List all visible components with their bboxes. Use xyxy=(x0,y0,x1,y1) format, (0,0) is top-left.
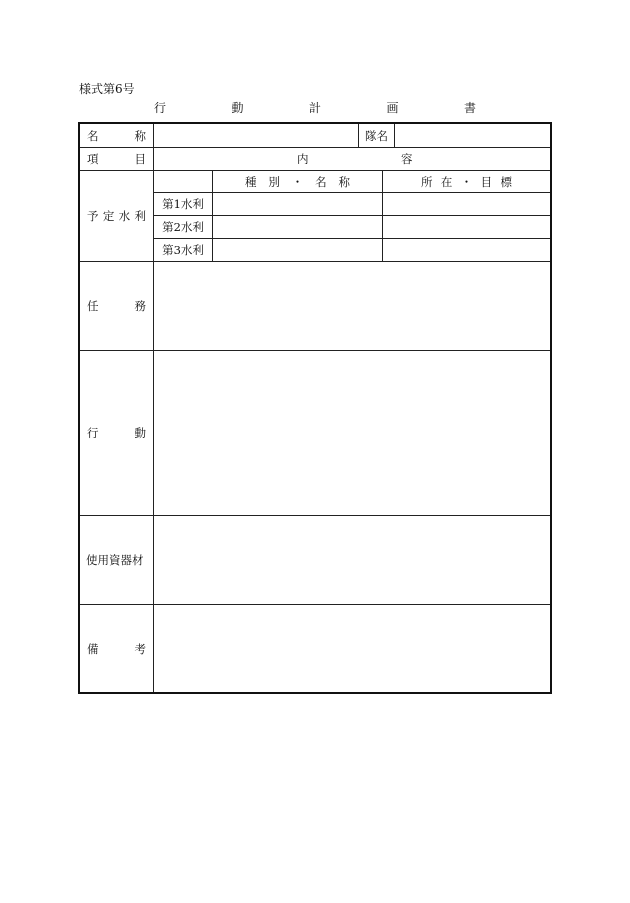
title-char: 計 xyxy=(308,101,321,115)
water-source-kind-field[interactable] xyxy=(213,239,382,261)
team-label: 隊名 xyxy=(365,128,388,143)
water-source-kind-field[interactable] xyxy=(213,216,382,238)
water-source-place-field[interactable] xyxy=(383,239,550,261)
form-number: 様式第6号 xyxy=(79,82,135,96)
remarks-label: 備 考 xyxy=(87,641,146,656)
title-char: 行 xyxy=(154,101,167,115)
content-header: 内 容 xyxy=(297,152,413,166)
title-char: 書 xyxy=(463,101,476,115)
document-title xyxy=(154,99,476,116)
team-field[interactable] xyxy=(395,124,550,147)
materials-label: 使用資器材 xyxy=(86,553,144,567)
action-label: 行 動 xyxy=(87,426,146,440)
water-source-place-field[interactable] xyxy=(383,216,550,238)
water-source-row-label: 第3水利 xyxy=(162,243,204,257)
duty-label: 任 務 xyxy=(87,299,146,313)
action-field[interactable] xyxy=(154,351,550,515)
materials-field[interactable] xyxy=(154,516,550,604)
name-label: 名 称 xyxy=(87,128,146,143)
title-char: 動 xyxy=(231,101,244,115)
location-mark-header: 所 在 ・ 目 標 xyxy=(421,174,512,189)
duty-field[interactable] xyxy=(154,262,550,350)
water-source-row-label: 第2水利 xyxy=(162,220,204,234)
water-source-row-label: 第1水利 xyxy=(162,197,204,211)
title-char: 画 xyxy=(386,101,399,115)
water-source-kind-field[interactable] xyxy=(213,193,382,215)
water-sources-label: 予 定 水 利 xyxy=(87,209,146,223)
kind-name-header: 種 別 ・ 名 称 xyxy=(245,174,350,189)
item-label: 項 目 xyxy=(87,152,146,166)
remarks-field[interactable] xyxy=(154,605,550,692)
water-source-place-field[interactable] xyxy=(383,193,550,215)
action-plan-form xyxy=(78,122,552,694)
name-field[interactable] xyxy=(154,124,358,147)
